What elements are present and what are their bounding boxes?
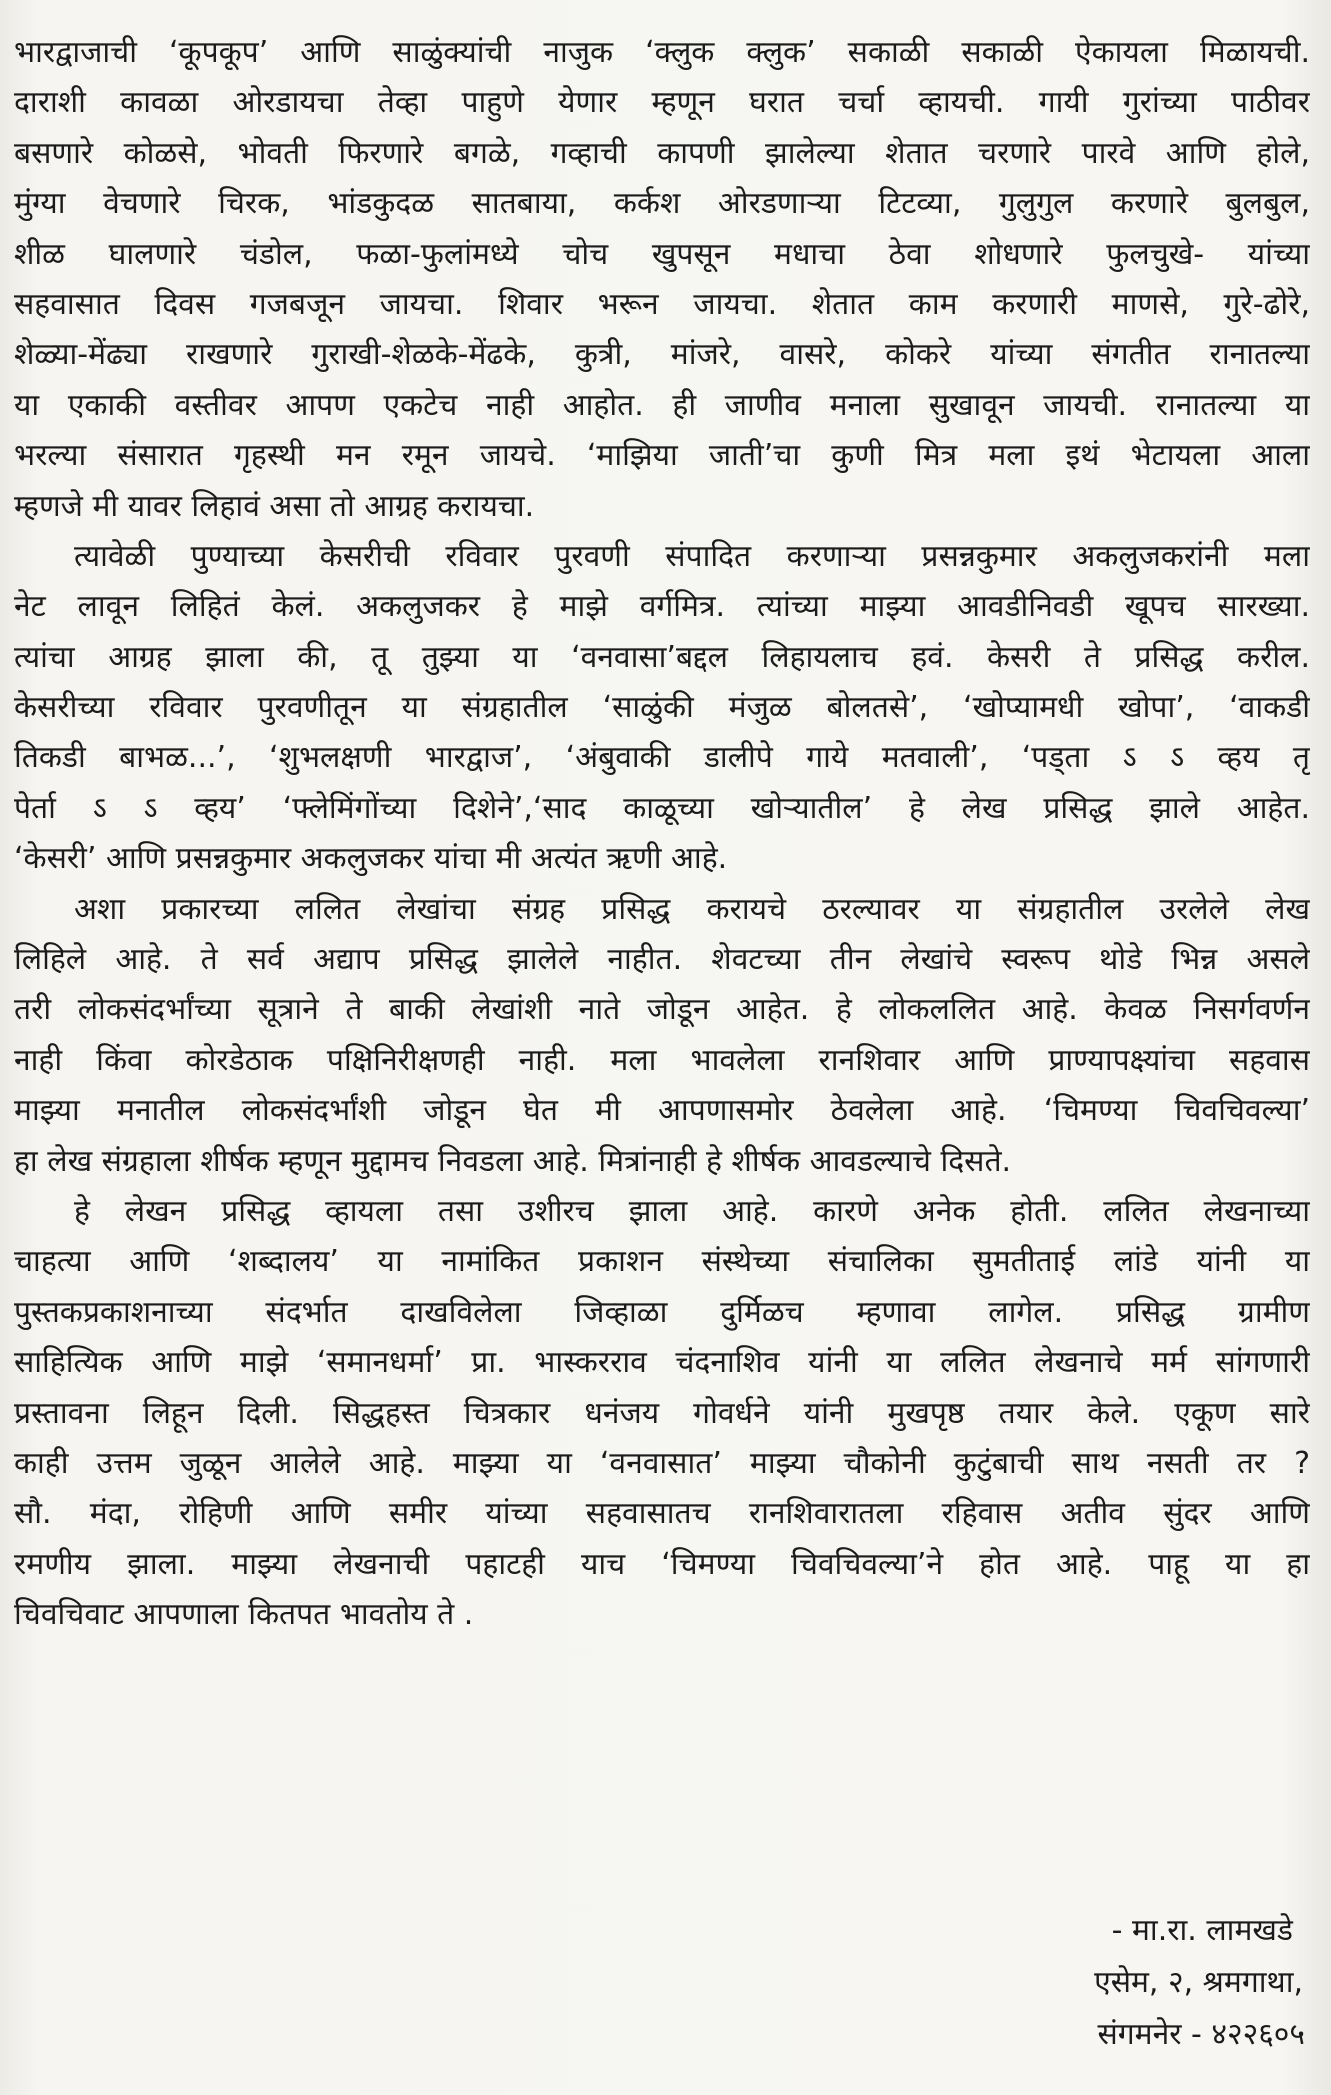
paragraph-3-line: माझ्या मनातील लोकसंदर्भांशी जोडून घेत मी आपणासमोर ठेवलेला आहे. ‘चिमण्या चिवचिवल्या’ — [14, 1093, 1310, 1129]
paragraph-1-line: म्हणजे मी यावर लिहावं असा तो आग्रह करायचा. — [14, 488, 535, 524]
paragraph-2-line: नेट लावून लिहितं केलं. अकलुजकर हे माझे वर्गमित्र. त्यांच्या माझ्या आवडीनिवडी खूपच सारख्या. — [14, 589, 1310, 625]
paragraph-3-line: अशा प्रकारच्या ललित लेखांचा संग्रह प्रसिद्ध करायचे ठरल्यावर या संग्रहातील उरलेले लेख — [74, 891, 1310, 927]
paragraph-1-line: या एकाकी वस्तीवर आपण एकटेच नाही आहोत. ही जाणीव मनाला सुखावून जायची. रानातल्या या — [14, 387, 1310, 423]
paragraph-1-line: सहवासात दिवस गजबजून जायचा. शिवार भरून जायचा. शेतात काम करणारी माणसे, गुरे-ढोरे, — [14, 286, 1310, 322]
paragraph-1-line: दाराशी कावळा ओरडायचा तेव्हा पाहुणे येणार म्हणून घरात चर्चा व्हायची. गायी गुरांच्या पाठीवर — [14, 85, 1310, 121]
paragraph-1-line: भरल्या संसारात गृहस्थी मन रमून जायचे. ‘माझिया जाती’चा कुणी मित्र मला इथं भेटायला आला — [14, 438, 1310, 474]
paragraph-4-line: रमणीय झाला. माझ्या लेखनाची पहाटही याच ‘चिमण्या चिवचिवल्या’ने होत आहे. पाहू या हा — [14, 1546, 1310, 1582]
paragraph-1-line: बसणारे कोळसे, भोवती फिरणारे बगळे, गव्हाची कापणी झालेल्या शेतात चरणारे पारवे आणि होले, — [14, 135, 1310, 171]
paragraph-4-line: काही उत्तम जुळून आलेले आहे. माझ्या या ‘वनवासात’ माझ्या चौकोनी कुटुंबाची साथ नसती तर ? — [14, 1445, 1310, 1481]
paragraph-1-line: मुंग्या वेचणारे चिरक, भांडकुदळ सातबाया, कर्कश ओरडणाऱ्या टिटव्या, गुलुगुल करणारे बुलबुल, — [14, 186, 1310, 222]
paragraph-4-line: प्रस्तावना लिहून दिली. सिद्धहस्त चित्रकार धनंजय गोवर्धने यांनी मुखपृष्ठ तयार केले. एकूण सारे — [14, 1395, 1310, 1431]
address-line-1: एसेम, २, श्रमगाथा, — [1094, 1965, 1303, 2000]
paragraph-4-line: सौ. मंदा, रोहिणी आणि समीर यांच्या सहवासातच रानशिवारातला रहिवास अतीव सुंदर आणि — [14, 1496, 1310, 1532]
paragraph-2-line: केसरीच्या रविवार पुरवणीतून या संग्रहातील ‘साळुंकी मंजुळ बोलतसे’, ‘खोप्यामधी खोपा’, ‘वाकडी — [14, 690, 1310, 726]
paragraph-2-line: ‘केसरी’ आणि प्रसन्नकुमार अकलुजकर यांचा मी अत्यंत ऋणी आहे. — [14, 841, 728, 877]
paragraph-1-line: शीळ घालणारे चंडोल, फळा-फुलांमध्ये चोच खुपसून मधाचा ठेवा शोधणारे फुलचुखे- यांच्या — [14, 236, 1310, 272]
paragraph-4-line: चाहत्या आणि ‘शब्दालय’ या नामांकित प्रकाशन संस्थेच्या संचालिका सुमतीताई लांडे यांनी या — [14, 1244, 1310, 1280]
address-line-2: संगमनेर - ४२२६०५ — [1097, 2017, 1305, 2052]
paragraph-2-line: पेर्ता ऽ ऽ व्हय’ ‘फ्लेमिंगोंच्या दिशेने’,‘साद काळूच्या खोऱ्यातील’ हे लेख प्रसिद्ध झाले आहेत. — [14, 790, 1310, 826]
paragraph-4-line: चिवचिवाट आपणाला कितपत भावतोय ते . — [14, 1597, 474, 1633]
preface-body — [14, 28, 1310, 1641]
paragraph-4-line: पुस्तकप्रकाशनाच्या संदर्भात दाखविलेला जिव्हाळा दुर्मिळच म्हणावा लागेल. प्रसिद्ध ग्रामीण — [14, 1294, 1310, 1330]
paragraph-3-line: हा लेख संग्रहाला शीर्षक म्हणून मुद्दामच निवडला आहे. मित्रांनाही हे शीर्षक आवडल्याचे दिसते. — [14, 1143, 1012, 1179]
paragraph-4-line: साहित्यिक आणि माझे ‘समानधर्मा’ प्रा. भास्करराव चंदनाशिव यांनी या ललित लेखनाचे मर्म सांगणारी — [14, 1345, 1310, 1381]
paragraph-3-line: लिहिले आहे. ते सर्व अद्याप प्रसिद्ध झालेले नाहीत. शेवटच्या तीन लेखांचे स्वरूप थोडे भिन्न असले — [14, 942, 1310, 978]
paragraph-2-line: तिकडी बाभळ...’, ‘शुभलक्षणी भारद्वाज’, ‘अंबुवाकी डालीपे गाये मतवाली’, ‘पड्ता ऽ ऽ व्हय तृ — [14, 740, 1310, 776]
paragraph-3-line: नाही किंवा कोरडेठाक पक्षिनिरीक्षणही नाही. मला भावलेला रानशिवार आणि प्राण्यापक्ष्यांचा सहवास — [14, 1042, 1310, 1078]
paragraph-2-line: त्यावेळी पुण्याच्या केसरीची रविवार पुरवणी संपादित करणाऱ्या प्रसन्नकुमार अकलुजकरांनी मला — [74, 538, 1310, 574]
paragraph-3-line: तरी लोकसंदर्भांच्या सूत्राने ते बाकी लेखांशी नाते जोडून आहेत. हे लोकललित आहे. केवळ निसर्गवर्णन — [14, 992, 1310, 1028]
author-signature: - मा.रा. लामखडे — [1111, 1913, 1293, 1948]
paragraph-4-line: हे लेखन प्रसिद्ध व्हायला तसा उशीरच झाला आहे. कारणे अनेक होती. ललित लेखनाच्या — [74, 1193, 1310, 1229]
paragraph-1-line: भारद्वाजाची ‘कूपकूप’ आणि साळुंक्यांची नाजुक ‘क्लुक क्लुक’ सकाळी सकाळी ऐकायला मिळायची. — [14, 35, 1310, 70]
paragraph-2-line: त्यांचा आग्रह झाला की, तू तुझ्या या ‘वनवासा’बद्दल लिहायलाच हवं. केसरी ते प्रसिद्ध करील. — [14, 639, 1310, 675]
paragraph-1-line: शेळ्या-मेंढ्या राखणारे गुराखी-शेळके-मेंढके, कुत्री, मांजरे, वासरे, कोकरे यांच्या संगतीत रानातल्या — [14, 337, 1310, 373]
